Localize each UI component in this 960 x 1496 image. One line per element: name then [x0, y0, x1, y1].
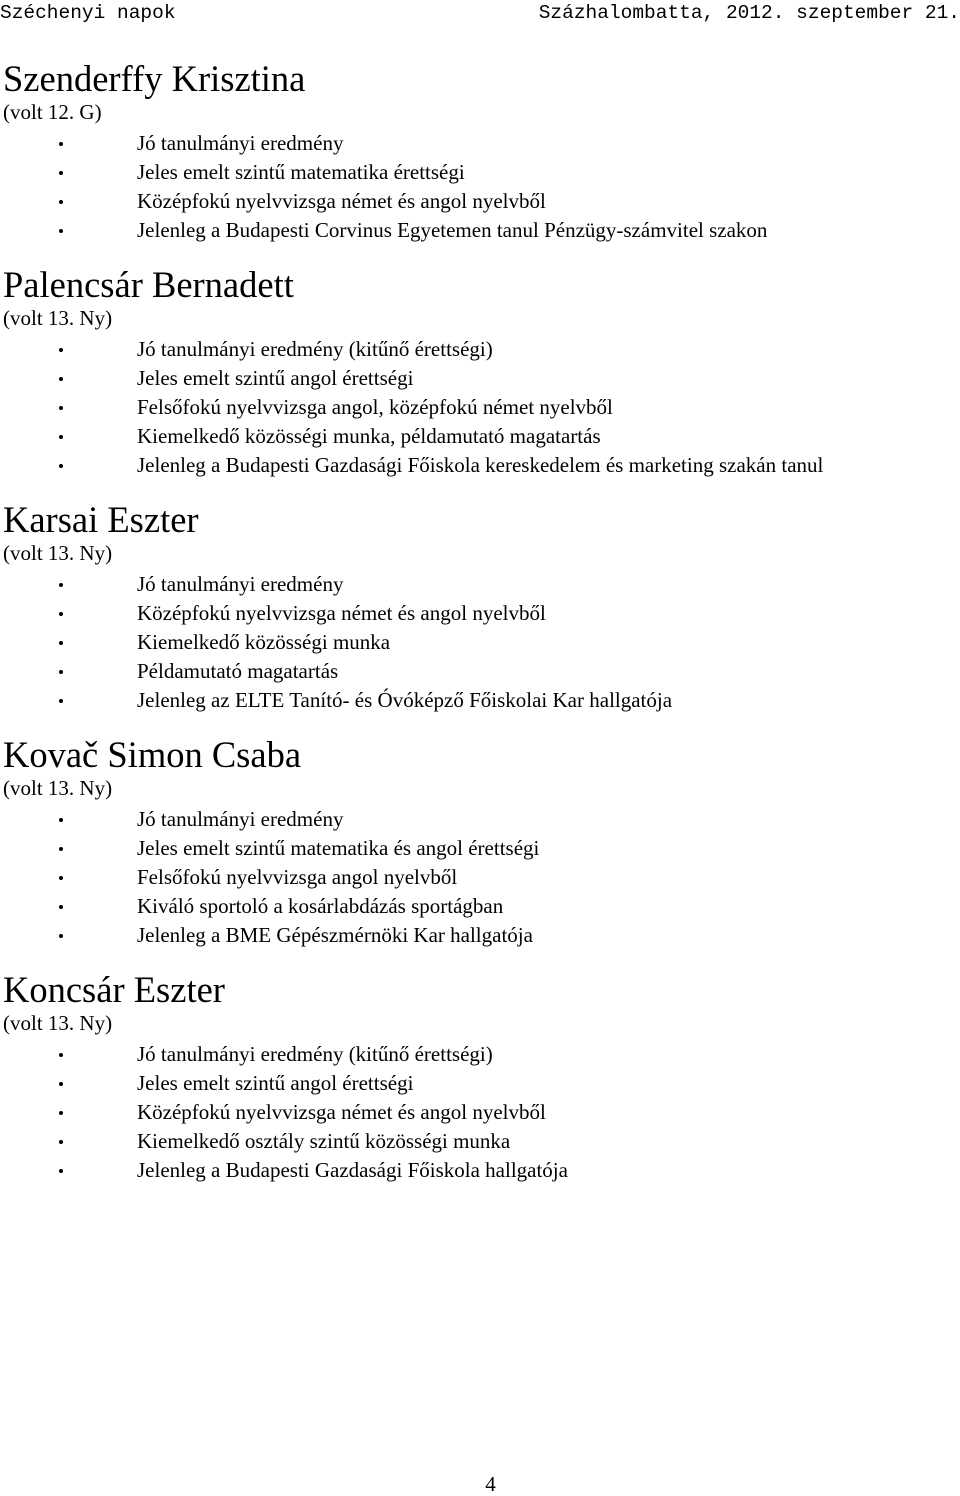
bullet-icon	[59, 200, 63, 204]
student-section	[0, 58, 960, 245]
bullet-icon	[59, 1140, 63, 1144]
bullet-icon	[59, 641, 63, 645]
achievement-item	[0, 158, 960, 187]
bullet-icon	[59, 406, 63, 410]
student-section	[0, 734, 960, 950]
achievement-text: Jelenleg a Budapesti Corvinus Egyetemen tanul Pénzügy-számvitel szakon	[137, 218, 768, 242]
achievement-list	[0, 805, 960, 950]
achievement-text: Jó tanulmányi eredmény	[137, 131, 344, 155]
bullet-icon	[59, 612, 63, 616]
achievement-list	[0, 570, 960, 715]
achievement-text: Jó tanulmányi eredmény (kitűnő érettségi)	[137, 1042, 493, 1066]
achievement-item	[0, 1127, 960, 1156]
achievement-item	[0, 422, 960, 451]
achievement-text: Középfokú nyelvvizsga német és angol nyelvből	[137, 189, 546, 213]
achievement-text: Jó tanulmányi eredmény	[137, 572, 344, 596]
header-event-title: Széchenyi napok	[0, 2, 176, 24]
bullet-icon	[59, 876, 63, 880]
achievement-text: Felsőfokú nyelvvizsga angol, középfokú német nyelvből	[137, 395, 613, 419]
bullet-icon	[59, 1169, 63, 1173]
achievement-text: Középfokú nyelvvizsga német és angol nyelvből	[137, 1100, 546, 1124]
achievement-text: Jelenleg az ELTE Tanító- és Óvóképző Főiskolai Kar hallgatója	[137, 688, 673, 712]
achievement-text: Jelenleg a Budapesti Gazdasági Főiskola hallgatója	[137, 1158, 568, 1182]
page-header	[0, 2, 960, 24]
achievement-text: Kiemelkedő közösségi munka, példamutató magatartás	[137, 424, 601, 448]
bullet-icon	[59, 1082, 63, 1086]
bullet-icon	[59, 435, 63, 439]
achievement-item	[0, 335, 960, 364]
bullet-icon	[59, 1111, 63, 1115]
student-name: Palencsár Bernadett	[3, 264, 294, 305]
achievement-text: Jeles emelt szintű matematika és angol érettségi	[137, 836, 540, 860]
achievement-item	[0, 805, 960, 834]
achievement-item	[0, 1040, 960, 1069]
achievement-text: Jeles emelt szintű angol érettségi	[137, 366, 414, 390]
student-class: (volt 13. Ny)	[3, 776, 113, 800]
bullet-icon	[59, 847, 63, 851]
student-class: (volt 13. Ny)	[3, 306, 113, 330]
bullet-icon	[59, 934, 63, 938]
page-number: 4	[485, 1472, 496, 1496]
student-section	[0, 264, 960, 480]
bullet-icon	[59, 348, 63, 352]
achievement-item	[0, 187, 960, 216]
bullet-icon	[59, 464, 63, 468]
achievement-text: Jó tanulmányi eredmény (kitűnő érettségi)	[137, 337, 493, 361]
achievement-item	[0, 892, 960, 921]
achievement-item	[0, 921, 960, 950]
achievement-item	[0, 657, 960, 686]
student-list	[0, 58, 960, 1185]
achievement-item	[0, 129, 960, 158]
student-class: (volt 12. G)	[3, 100, 102, 124]
header-place-date: Százhalombatta, 2012. szeptember 21.	[538, 2, 960, 24]
bullet-icon	[59, 171, 63, 175]
achievement-item	[0, 1156, 960, 1185]
bullet-icon	[59, 905, 63, 909]
bullet-icon	[59, 377, 63, 381]
bullet-icon	[59, 229, 63, 233]
achievement-item	[0, 451, 960, 480]
achievement-item	[0, 1098, 960, 1127]
student-name: Karsai Eszter	[3, 499, 199, 540]
achievement-item	[0, 1069, 960, 1098]
achievement-item	[0, 364, 960, 393]
achievement-item	[0, 570, 960, 599]
student-class: (volt 13. Ny)	[3, 1011, 113, 1035]
achievement-text: Jó tanulmányi eredmény	[137, 807, 344, 831]
bullet-icon	[59, 670, 63, 674]
achievement-list	[0, 1040, 960, 1185]
achievement-text: Jelenleg a BME Gépészmérnöki Kar hallgatója	[137, 923, 533, 947]
achievement-text: Kiemelkedő osztály szintű közösségi munka	[137, 1129, 511, 1153]
achievement-text: Középfokú nyelvvizsga német és angol nyelvből	[137, 601, 546, 625]
bullet-icon	[59, 583, 63, 587]
bullet-icon	[59, 1053, 63, 1057]
student-section	[0, 499, 960, 715]
achievement-item	[0, 216, 960, 245]
achievement-text: Kiemelkedő közösségi munka	[137, 630, 391, 654]
achievement-text: Jeles emelt szintű matematika érettségi	[137, 160, 465, 184]
achievement-item	[0, 628, 960, 657]
achievement-item	[0, 834, 960, 863]
student-section	[0, 969, 960, 1185]
achievement-item	[0, 393, 960, 422]
bullet-icon	[59, 142, 63, 146]
achievement-list	[0, 129, 960, 245]
student-class: (volt 13. Ny)	[3, 541, 113, 565]
achievement-list	[0, 335, 960, 480]
achievement-text: Jeles emelt szintű angol érettségi	[137, 1071, 414, 1095]
achievement-text: Jelenleg a Budapesti Gazdasági Főiskola kereskedelem és marketing szakán tanul	[137, 453, 824, 477]
achievement-item	[0, 599, 960, 628]
achievement-item	[0, 863, 960, 892]
achievement-item	[0, 686, 960, 715]
achievement-text: Kiváló sportoló a kosárlabdázás sportágban	[137, 894, 504, 918]
bullet-icon	[59, 818, 63, 822]
achievement-text: Felsőfokú nyelvvizsga angol nyelvből	[137, 865, 458, 889]
achievement-text: Példamutató magatartás	[137, 659, 339, 683]
bullet-icon	[59, 699, 63, 703]
student-name: Szenderffy Krisztina	[3, 58, 306, 99]
student-name: Kovač Simon Csaba	[3, 734, 302, 775]
student-name: Koncsár Eszter	[3, 969, 225, 1010]
